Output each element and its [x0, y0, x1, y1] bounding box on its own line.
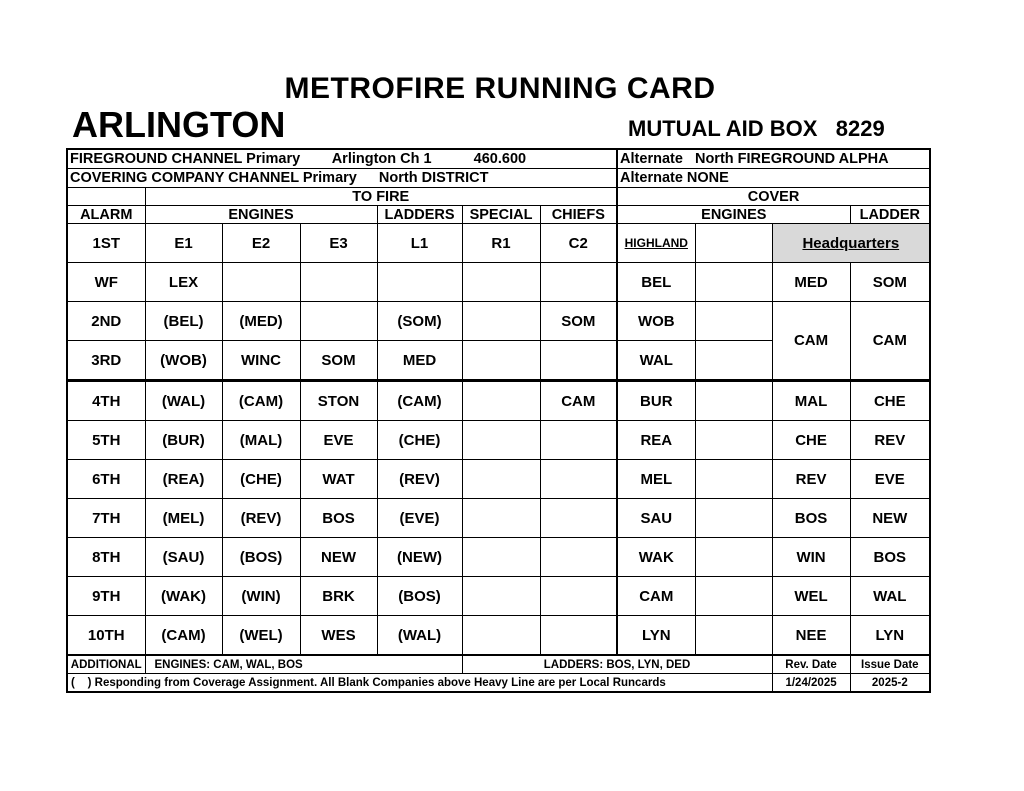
- alarm-level: WF: [67, 263, 145, 302]
- engine-2: (CAM): [222, 381, 300, 421]
- cover-engine: MED: [772, 263, 850, 302]
- cover-station: REA: [617, 421, 695, 460]
- cover-ladder: BOS: [850, 538, 930, 577]
- engine-3: BRK: [300, 577, 377, 616]
- cover-engine: CAM: [772, 302, 850, 381]
- alarm-level: 10TH: [67, 616, 145, 656]
- cover-ladder: WAL: [850, 577, 930, 616]
- headquarters-cell: Headquarters: [772, 224, 930, 263]
- alarm-row-9th: [67, 577, 930, 616]
- chiefs-header: CHIEFS: [540, 206, 617, 224]
- alarm-row-8th: [67, 538, 930, 577]
- additional-engines: ENGINES: CAM, WAL, BOS: [145, 655, 462, 674]
- engine-1: (BEL): [145, 302, 222, 341]
- cover-blank: [695, 224, 772, 263]
- engine-1: (WAK): [145, 577, 222, 616]
- cover-station: SAU: [617, 499, 695, 538]
- cover-ladder: CAM: [850, 302, 930, 381]
- engine-2: (WEL): [222, 616, 300, 656]
- engine-3: SOM: [300, 341, 377, 381]
- alarm-row-5th: [67, 421, 930, 460]
- ladder: L1: [377, 224, 462, 263]
- engine-3: EVE: [300, 421, 377, 460]
- engine-1: LEX: [145, 263, 222, 302]
- covering-district: North DISTRICT: [378, 170, 489, 186]
- ladder: MED: [377, 341, 462, 381]
- engine-3: BOS: [300, 499, 377, 538]
- ladder: (EVE): [377, 499, 462, 538]
- cover-station: WAK: [617, 538, 695, 577]
- cover-station: MEL: [617, 460, 695, 499]
- engine-1: (BUR): [145, 421, 222, 460]
- engine-2: (REV): [222, 499, 300, 538]
- engine-2: E2: [222, 224, 300, 263]
- ladder: (CHE): [377, 421, 462, 460]
- chief: SOM: [540, 302, 617, 341]
- cover-station: HIGHLAND: [617, 224, 695, 263]
- chief: CAM: [540, 381, 617, 421]
- alarm-level: 4TH: [67, 381, 145, 421]
- engine-1: (REA): [145, 460, 222, 499]
- issue-date-label: Issue Date: [850, 655, 930, 674]
- cover-station: BUR: [617, 381, 695, 421]
- cover-engine: REV: [772, 460, 850, 499]
- alarm-row-2nd: [67, 302, 930, 341]
- alarm-row-1st: [67, 224, 930, 263]
- engine-3: STON: [300, 381, 377, 421]
- cover-engine: CHE: [772, 421, 850, 460]
- cover-engine: NEE: [772, 616, 850, 656]
- cover-engines-header: ENGINES: [617, 206, 850, 224]
- cover-ladder: LYN: [850, 616, 930, 656]
- issue-date: 2025-2: [850, 674, 930, 693]
- cover-ladder: REV: [850, 421, 930, 460]
- engine-1: (WAL): [145, 381, 222, 421]
- ladder: (NEW): [377, 538, 462, 577]
- primary-label: FIREGROUND CHANNEL Primary: [70, 151, 301, 167]
- alarm-row-6th: [67, 460, 930, 499]
- ladders-header: LADDERS: [377, 206, 462, 224]
- footer-row-note: [67, 674, 930, 693]
- cover-engine: MAL: [772, 381, 850, 421]
- running-card-table: [66, 148, 931, 693]
- alarm-row-7th: [67, 499, 930, 538]
- alarm-level: 2ND: [67, 302, 145, 341]
- special: R1: [462, 224, 540, 263]
- engine-1: E1: [145, 224, 222, 263]
- ladder: (BOS): [377, 577, 462, 616]
- chief: C2: [540, 224, 617, 263]
- section-header-row: [67, 188, 930, 206]
- town-name: ARLINGTON: [72, 104, 286, 145]
- engine-1: (SAU): [145, 538, 222, 577]
- additional-label: ADDITIONAL: [67, 655, 145, 674]
- engine-3: E3: [300, 224, 377, 263]
- rev-date: 1/24/2025: [772, 674, 850, 693]
- engine-3: WAT: [300, 460, 377, 499]
- cover-station: WOB: [617, 302, 695, 341]
- alarm-header: ALARM: [67, 206, 145, 224]
- cover-header: COVER: [617, 188, 930, 206]
- special-header: SPECIAL: [462, 206, 540, 224]
- alarm-level: 3RD: [67, 341, 145, 381]
- engine-3: WES: [300, 616, 377, 656]
- engine-1: (CAM): [145, 616, 222, 656]
- cover-station: BEL: [617, 263, 695, 302]
- cover-ladder: CHE: [850, 381, 930, 421]
- footer-row-additional: [67, 655, 930, 674]
- cover-ladder: SOM: [850, 263, 930, 302]
- alternate-channel: Alternate North FIREGROUND ALPHA: [617, 149, 930, 169]
- cover-station: WAL: [617, 341, 695, 381]
- covering-alternate: Alternate NONE: [617, 169, 930, 188]
- additional-ladders: LADDERS: BOS, LYN, DED: [462, 655, 772, 674]
- engine-2: (MAL): [222, 421, 300, 460]
- cover-ladder: NEW: [850, 499, 930, 538]
- alarm-row-wf: [67, 263, 930, 302]
- engine-2: (CHE): [222, 460, 300, 499]
- cover-engine: WEL: [772, 577, 850, 616]
- ladder: (WAL): [377, 616, 462, 656]
- channel-row-primary: [67, 149, 930, 169]
- engine-2: WINC: [222, 341, 300, 381]
- engine-3: NEW: [300, 538, 377, 577]
- column-header-row: [67, 206, 930, 224]
- cover-ladder-header: LADDER: [850, 206, 930, 224]
- engine-1: (WOB): [145, 341, 222, 381]
- cover-engine: WIN: [772, 538, 850, 577]
- ladder: (SOM): [377, 302, 462, 341]
- alarm-level: 8TH: [67, 538, 145, 577]
- mutual-aid-box: MUTUAL AID BOX 8229: [628, 116, 885, 141]
- cover-station: CAM: [617, 577, 695, 616]
- channel-row-covering: [67, 169, 930, 188]
- alarm-level: 7TH: [67, 499, 145, 538]
- primary-channel: Arlington Ch 1: [331, 151, 432, 167]
- primary-frequency: 460.600: [473, 151, 527, 167]
- alarm-level: 9TH: [67, 577, 145, 616]
- alarm-level: 6TH: [67, 460, 145, 499]
- coverage-note: ( ) Responding from Coverage Assignment. All Blank Companies above Heavy Line are per Local Runcards: [67, 674, 772, 693]
- engine-2: (WIN): [222, 577, 300, 616]
- cover-station: LYN: [617, 616, 695, 656]
- ladder: (REV): [377, 460, 462, 499]
- engine-2: (MED): [222, 302, 300, 341]
- engine-1: (MEL): [145, 499, 222, 538]
- ladder: (CAM): [377, 381, 462, 421]
- rev-date-label: Rev. Date: [772, 655, 850, 674]
- covering-label: COVERING COMPANY CHANNEL Primary: [70, 170, 357, 186]
- page-title: METROFIRE RUNNING CARD: [284, 72, 716, 105]
- alarm-level: 5TH: [67, 421, 145, 460]
- engines-header: ENGINES: [145, 206, 377, 224]
- alarm-level: 1ST: [67, 224, 145, 263]
- engine-2: (BOS): [222, 538, 300, 577]
- alarm-row-4th: [67, 381, 930, 421]
- cover-engine: BOS: [772, 499, 850, 538]
- alarm-row-10th: [67, 616, 930, 656]
- cover-ladder: EVE: [850, 460, 930, 499]
- to-fire-header: TO FIRE: [145, 188, 617, 206]
